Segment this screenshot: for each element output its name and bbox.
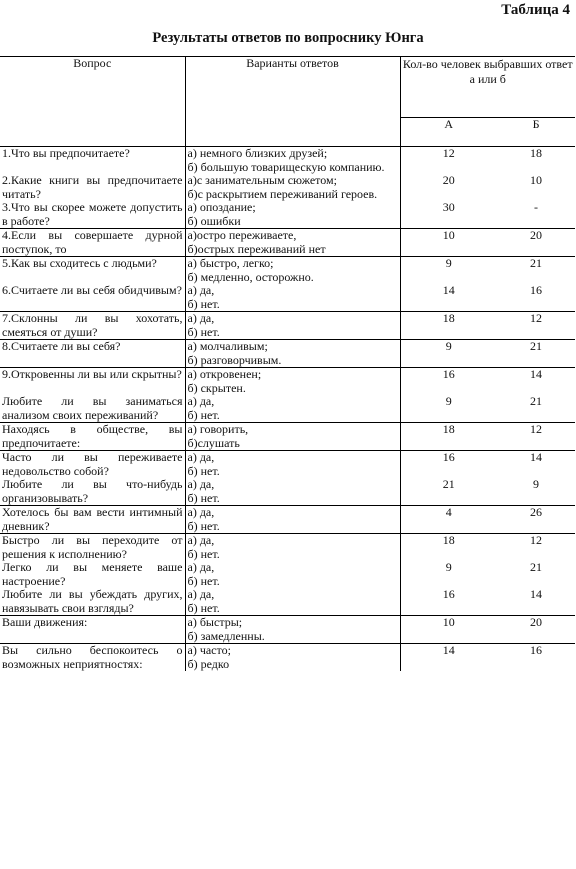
table-row (0, 174, 575, 201)
count-a-cell: 9 (400, 340, 497, 368)
variants-cell (185, 368, 400, 396)
question-cell: 9.Откровенны ли вы или скрытны? (0, 368, 185, 396)
variant-b: б) медленно, осторожно. (187, 269, 314, 284)
variants-cell (185, 340, 400, 368)
variant-b: б) разговорчивым. (187, 352, 282, 367)
variant-a: а) да, (187, 394, 215, 408)
question-cell: Хотелось бы вам вести интимный дневник? (0, 506, 185, 534)
variant-b: б) редко (187, 656, 230, 671)
variant-b: б) нет. (187, 324, 220, 339)
table-row (0, 561, 575, 588)
count-a-cell: 16 (400, 368, 497, 396)
variants-cell (185, 506, 400, 534)
variant-a: а) опоздание; (187, 200, 256, 214)
variant-a: а) да, (187, 587, 215, 601)
table-row (0, 257, 575, 285)
variant-b: б) нет. (187, 573, 220, 588)
count-a-cell: 18 (400, 534, 497, 562)
question-cell: Ваши движения: (0, 616, 185, 644)
count-b-cell: 12 (497, 534, 575, 562)
count-a-cell: 9 (445, 394, 452, 408)
variant-b: б) нет. (187, 407, 220, 422)
variant-a: а)остро переживаете, (187, 228, 297, 242)
count-a-cell: 16 (442, 587, 455, 601)
question-cell: 2.Какие книги вы предпочитаете читать? (0, 174, 185, 201)
variant-a: а) да, (187, 311, 215, 325)
table-row (0, 340, 575, 368)
count-b-cell: 14 (530, 587, 542, 601)
table-row (0, 284, 575, 312)
variant-b: б) нет. (187, 518, 220, 533)
count-a-cell: 4 (400, 506, 497, 534)
count-b-cell: 21 (530, 394, 542, 408)
variant-a: а)с занимательным сюжетом; (187, 173, 337, 187)
variant-b: б) нет. (187, 463, 220, 478)
variants-cell (185, 229, 400, 257)
count-a-cell: 14 (400, 644, 497, 672)
variant-b: б) ошибки (187, 213, 241, 228)
question-cell: 7.Склонны ли вы хохотать, смеяться от души? (0, 312, 185, 340)
count-a-cell: 14 (442, 283, 455, 297)
variant-b: б) замедленны. (187, 628, 265, 643)
variant-a: а) молчаливым; (187, 339, 268, 353)
question-cell: Любите ли вы заниматься анализом своих переживаний? (0, 395, 185, 423)
variants-cell (185, 174, 400, 201)
header-variants: Варианты ответов (185, 57, 400, 147)
count-b-cell: - (534, 200, 538, 214)
variant-a: а) быстро, легко; (187, 256, 274, 270)
variant-a: а) да, (187, 505, 215, 519)
question-cell: Любите ли вы что-нибудь организовывать? (0, 478, 185, 506)
count-b-cell: 10 (530, 173, 542, 187)
variant-a: а) да, (187, 533, 215, 547)
variants-cell (185, 257, 400, 285)
table-row (0, 616, 575, 644)
question-cell: 3.Что вы скорее можете допустить в работе? (0, 201, 185, 229)
table-row (0, 451, 575, 479)
variant-a: а) немного близких друзей; (187, 146, 328, 160)
count-a-cell: 10 (400, 229, 497, 257)
header-count: Кол-во человек выбравших ответ а или б (400, 57, 575, 118)
count-b-cell: 12 (497, 423, 575, 451)
header-col-a: А (400, 118, 497, 147)
variant-b: б)с раскрытием переживаний героев. (187, 186, 378, 201)
variants-cell (185, 644, 400, 672)
variant-b: б) нет. (187, 546, 220, 561)
variants-cell (185, 451, 400, 479)
count-a-cell: 9 (400, 257, 497, 285)
variant-b: б) нет. (187, 600, 220, 615)
question-cell: Любите ли вы убеждать других, навязывать свои взгляды? (0, 588, 185, 616)
table-row (0, 644, 575, 672)
variants-cell (185, 588, 400, 616)
count-a-cell: 10 (400, 616, 497, 644)
count-a-cell: 21 (442, 477, 455, 491)
count-b-cell: 26 (497, 506, 575, 534)
results-table (0, 56, 575, 671)
variant-b: б)слушать (187, 435, 240, 450)
table-row (0, 147, 575, 175)
variant-a: а) говорить, (187, 422, 249, 436)
variant-a: а) да, (187, 283, 215, 297)
count-a-cell: 12 (400, 147, 497, 175)
question-cell: 8.Считаете ли вы себя? (0, 340, 185, 368)
table-row (0, 534, 575, 562)
count-a-cell: 9 (445, 560, 452, 574)
header-question: Вопрос (0, 57, 185, 147)
count-b-cell: 14 (497, 368, 575, 396)
table-row (0, 506, 575, 534)
question-cell: 1.Что вы предпочитаете? (0, 147, 185, 175)
table-row (0, 368, 575, 396)
variants-cell (185, 534, 400, 562)
variant-a: а) откровенен; (187, 367, 262, 381)
table-body (0, 147, 575, 672)
table-number-label: Таблица 4 (501, 2, 570, 18)
question-cell: Часто ли вы переживаете недовольство собой? (0, 451, 185, 479)
question-cell: Находясь в обществе, вы предпочитаете: (0, 423, 185, 451)
variant-a: а) часто; (187, 643, 231, 657)
variant-b: б) скрытен. (187, 380, 246, 395)
variant-b: б) большую товарищескую компанию. (187, 159, 385, 174)
question-cell: Быстро ли вы переходите от решения к исполнению? (0, 534, 185, 562)
count-a-cell: 18 (400, 312, 497, 340)
table-row (0, 423, 575, 451)
variant-a: а) да, (187, 560, 215, 574)
count-b-cell: 21 (530, 560, 542, 574)
variants-cell (185, 201, 400, 229)
question-cell: Вы сильно беспокоитесь о возможных неприятностях: (0, 644, 185, 672)
table-row (0, 312, 575, 340)
count-a-cell: 30 (442, 200, 455, 214)
table-row (0, 588, 575, 616)
header-col-b: Б (497, 118, 575, 147)
count-b-cell: 21 (497, 340, 575, 368)
variants-cell (185, 616, 400, 644)
count-b-cell: 20 (497, 616, 575, 644)
variants-cell (185, 561, 400, 588)
table-row (0, 395, 575, 423)
variant-b: б) нет. (187, 296, 220, 311)
table-row (0, 229, 575, 257)
count-b-cell: 12 (497, 312, 575, 340)
count-a-cell: 16 (400, 451, 497, 479)
question-cell: Легко ли вы меняете ваше настроение? (0, 561, 185, 588)
variants-cell (185, 284, 400, 312)
count-b-cell: 16 (497, 644, 575, 672)
variants-cell (185, 478, 400, 506)
count-b-cell: 18 (497, 147, 575, 175)
document-title: Результаты ответов по вопроснику Юнга (152, 30, 424, 46)
count-b-cell: 9 (533, 477, 539, 491)
variant-b: б)острых переживаний нет (187, 241, 326, 256)
variant-a: а) быстры; (187, 615, 243, 629)
question-cell: 4.Если вы совершаете дурной поступок, то (0, 229, 185, 257)
count-b-cell: 21 (497, 257, 575, 285)
count-a-cell: 18 (400, 423, 497, 451)
table-row (0, 478, 575, 506)
variant-a: а) да, (187, 477, 215, 491)
variant-a: а) да, (187, 450, 215, 464)
question-cell: 5.Как вы сходитесь с людьми? (0, 257, 185, 285)
variants-cell (185, 147, 400, 175)
variant-b: б) нет. (187, 490, 220, 505)
question-cell: 6.Считаете ли вы себя обидчивым? (0, 284, 185, 312)
variants-cell (185, 395, 400, 423)
variants-cell (185, 423, 400, 451)
count-a-cell: 20 (442, 173, 455, 187)
count-b-cell: 20 (497, 229, 575, 257)
count-b-cell: 14 (497, 451, 575, 479)
variants-cell (185, 312, 400, 340)
table-row (0, 201, 575, 229)
count-b-cell: 16 (530, 283, 542, 297)
